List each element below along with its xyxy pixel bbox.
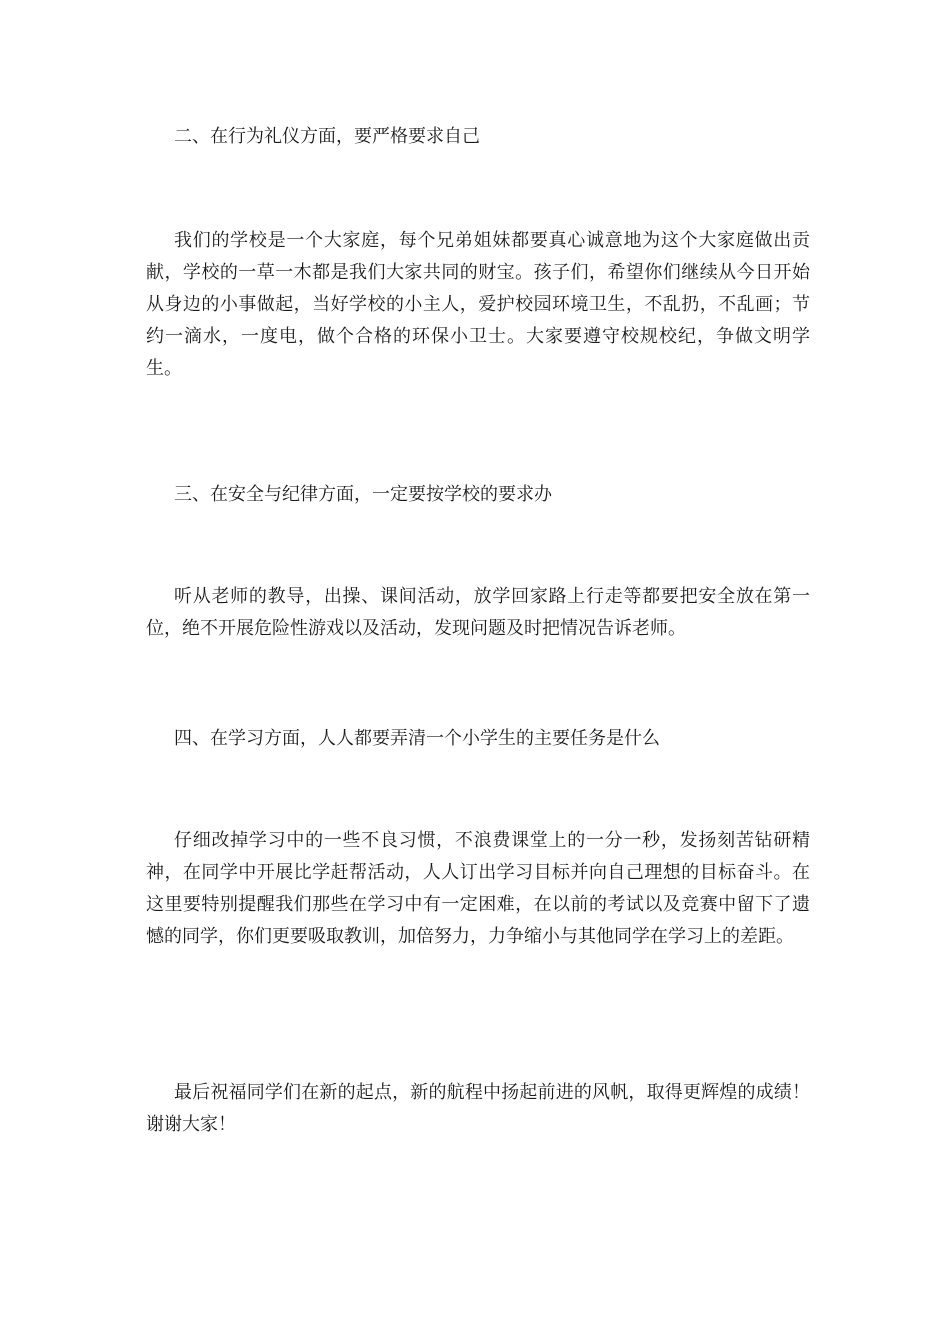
section-body-study: 仔细改掉学习中的一些不良习惯，不浪费课堂上的一分一秒，发扬刻苦钻研精神，在同学中开展比学赶帮活动，人人订出学习目标并向自己理想的目标奋斗。在这里要特别提醒我们那些在学习中有一定困难，在以前的考试以及竞赛中留下了遗憾的同学，你们更要吸取教训，加倍努力，力争缩小与其他同学在学习上的差距。 [146, 830, 810, 947]
section-heading-study: 四、在学习方面，人人都要弄清一个小学生的主要任务是什么 [174, 728, 660, 749]
section-body-behavior: 我们的学校是一个大家庭，每个兄弟姐妹都要真心诚意地为这个大家庭做出贡献，学校的一草一木都是我们大家共同的财宝。孩子们，希望你们继续从今日开始从身边的小事做起，当好学校的小主人，爱护校园环境卫生，不乱扔，不乱画；节约一滴水，一度电，做个合格的环保小卫士。大家要遵守校规校纪，争做文明学生。 [146, 230, 810, 379]
section-heading-safety: 三、在安全与纪律方面，一定要按学校的要求办 [174, 484, 552, 505]
section-body-safety: 听从老师的教导，出操、课间活动，放学回家路上行走等都要把安全放在第一位，绝不开展危险性游戏以及活动，发现问题及时把情况告诉老师。 [146, 586, 810, 639]
closing-paragraph: 最后祝福同学们在新的起点，新的航程中扬起前进的风帆，取得更辉煌的成绩！谢谢大家！ [146, 1082, 810, 1135]
section-heading-behavior: 二、在行为礼仪方面，要严格要求自己 [174, 126, 480, 147]
